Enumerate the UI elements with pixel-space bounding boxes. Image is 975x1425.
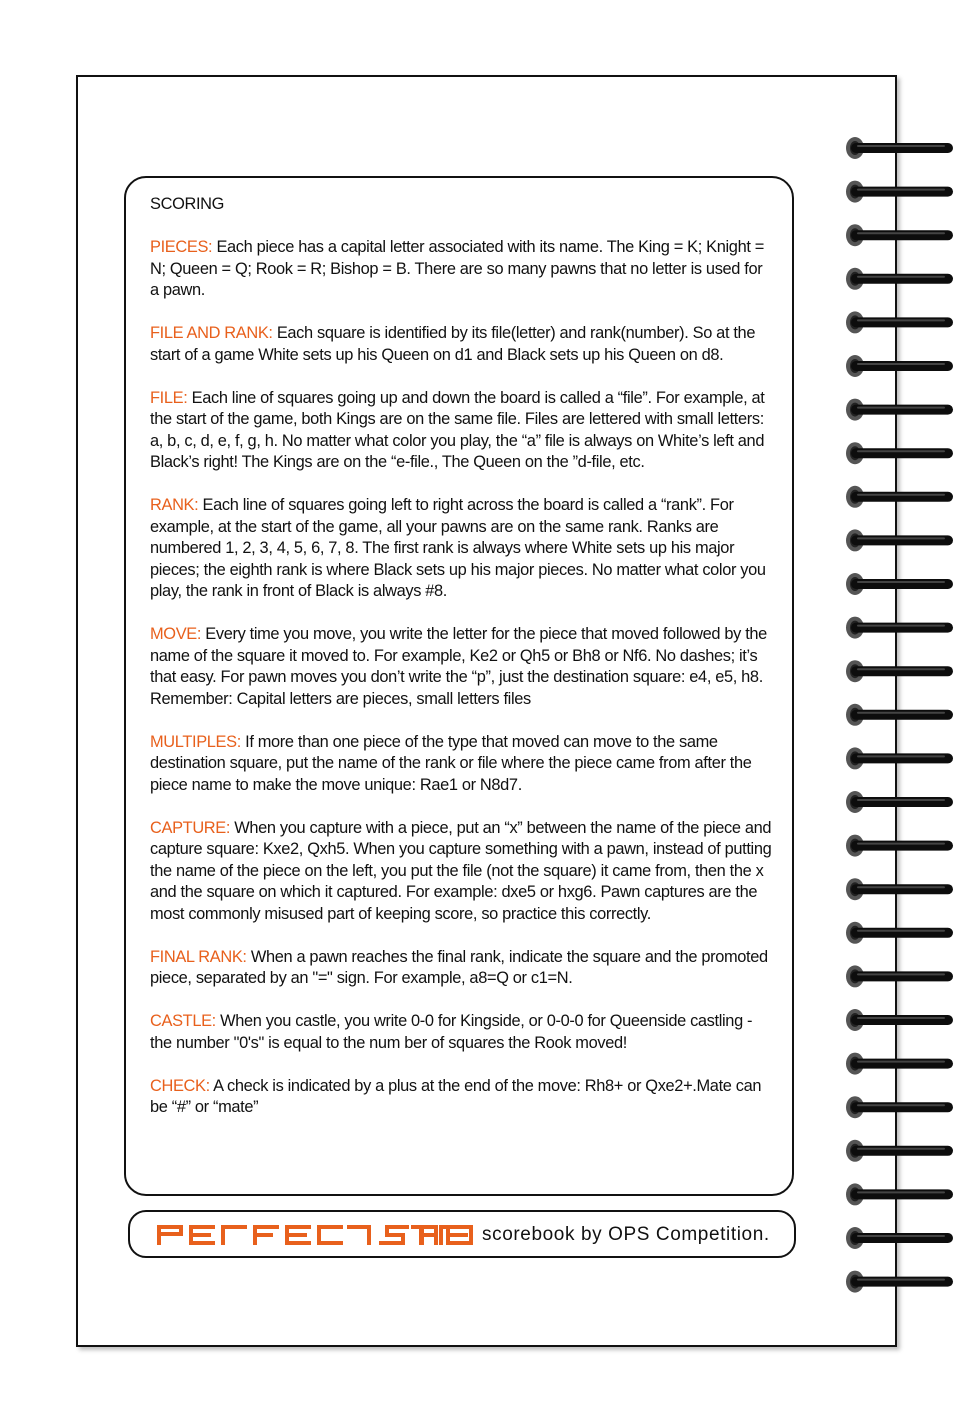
section-text: Each piece has a capital letter associated with its name. The King = K; Knight = N; Queen = Q; Rook = R; Bishop = B. There are so many pawns that no letter is used for a pawn. [150, 238, 764, 299]
section-move [150, 624, 775, 710]
spiral-ring [846, 529, 953, 551]
section-text: When you capture with a piece, put an “x” between the name of the piece and capture square: Kxe2, Qxh5. When you capture something with a pawn, instead of putting the name of the piece on the left, you put the file (not the square) it came from, then the x and the square on which it captured. For example: dxe5 or hxg6. Pawn captures are the most commonly misused part of keeping score, so practice this correctly. [150, 818, 772, 923]
section-check [150, 1076, 775, 1119]
spiral-ring [846, 922, 953, 944]
sections-list [150, 237, 775, 1119]
spiral-ring [846, 1227, 953, 1249]
section-label: MULTIPLES: [150, 732, 241, 751]
spiral-ring [846, 573, 953, 595]
spiral-ring [846, 355, 953, 377]
spiral-binding [843, 130, 958, 1310]
section-text: When you castle, you write 0-0 for Kingside, or 0-0-0 for Queenside castling - the number "0's" is equal to the num ber of squares the Rook moved! [150, 1012, 753, 1052]
spiral-ring [846, 617, 953, 639]
section-label: MOVE: [150, 625, 202, 643]
page-title: SCORING [150, 195, 225, 213]
spiral-ring [846, 486, 953, 508]
section-multiples [150, 732, 775, 797]
spiral-ring [846, 181, 953, 203]
section-text: A check is indicated by a plus at the end of the move: Rh8+ or Qxe2+.Mate can be “#” or “mate” [150, 1076, 762, 1116]
section-text: Every time you move, you write the letter for the piece that moved followed by the name of the square it moved to. For example, Ke2 or Qh5 or Bh8 or Nf6. No dashes; it’s that easy. For pawn moves you don’t write the “p”, just the destination square: e4, e5, h8. Remember: Capital letters are pieces, small letters files [150, 625, 767, 708]
spiral-ring [846, 1096, 953, 1118]
spiral-ring [846, 399, 953, 421]
section-file [150, 388, 775, 474]
spiral-ring [846, 1183, 953, 1205]
scoring-content [150, 194, 775, 1140]
spiral-ring [846, 224, 953, 246]
spiral-ring [846, 1271, 953, 1293]
section-text: If more than one piece of the type that moved can move to the same destination square, put the name of the rank or file where the piece came from after the piece name to make the move unique: Rae1 or N8d7. [150, 732, 752, 794]
spiral-ring [846, 660, 953, 682]
section-label: FILE AND RANK: [150, 324, 273, 342]
spiral-ring [846, 1140, 953, 1162]
spiral-ring [846, 442, 953, 464]
section-text: Each line of squares going up and down the board is called a “file”. For example, at the start of the game, both Kings are on the same file. Files are lettered with small letters: a, b, c, d, e, f, g, h. No matter what color you play, the “a” file is always on White’s left and Black’s right! The Kings are on the “e-file., The Queen on the ”d-file, etc. [150, 388, 765, 471]
section-label: FILE: [150, 388, 188, 407]
section-label: CAPTURE: [150, 818, 231, 837]
section-text: Each square is identified by its file(letter) and rank(number). So at the start of a game White sets up his Queen on d1 and Black sets up his Queen on d8. [150, 324, 756, 364]
perfect-strike-logo-end [420, 1224, 476, 1246]
section-file-and-rank [150, 323, 775, 366]
section-rank [150, 495, 775, 603]
section-pieces [150, 237, 775, 302]
footer-tagline: scorebook by OPS Competition. [482, 1224, 770, 1245]
section-text: Each line of squares going left to right across the board is called a “rank”. For example, at the start of the game, all your pawns are on the same rank. Ranks are numbered 1, 2, 3, 4, 5, 6, 7, 8. The first rank is always where White sets up his major pieces; the eighth rank is where Black sets up his major pieces. No matter what color you play, the rank in front of Black is always #8. [150, 496, 766, 600]
section-label: RANK: [150, 496, 199, 514]
section-text: When a pawn reaches the final rank, indicate the square and the promoted piece, separated by an "=" sign. For example, a8=Q or c1=N. [150, 947, 768, 987]
section-final-rank [150, 947, 775, 990]
spiral-ring [846, 268, 953, 290]
spiral-ring [846, 835, 953, 857]
spiral-ring [846, 137, 953, 159]
spiral-ring [846, 1009, 953, 1031]
spiral-ring [846, 311, 953, 333]
spiral-ring [846, 704, 953, 726]
section-capture [150, 818, 775, 926]
section-label: PIECES: [150, 238, 213, 256]
spiral-ring [846, 791, 953, 813]
spiral-ring [846, 878, 953, 900]
spiral-ring [846, 747, 953, 769]
section-castle [150, 1011, 775, 1054]
section-label: CASTLE: [150, 1012, 216, 1030]
section-label: FINAL RANK: [150, 947, 247, 966]
section-label: CHECK: [150, 1076, 210, 1095]
spiral-ring [846, 965, 953, 987]
spiral-ring [846, 1053, 953, 1075]
